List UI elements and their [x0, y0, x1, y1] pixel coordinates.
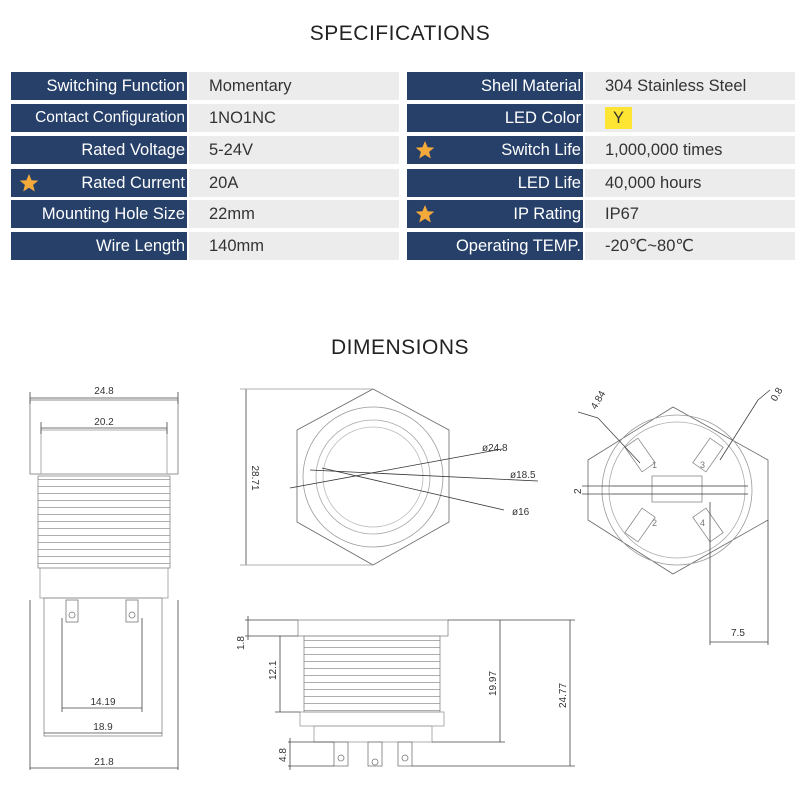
spec-label: LED Life	[407, 169, 583, 197]
dim-hex-height: 28.71	[249, 465, 260, 491]
rear-view-center-block	[652, 476, 702, 502]
spec-label: Mounting Hole Size	[11, 200, 187, 228]
profile-view-body	[314, 726, 432, 742]
dim-pin-width: 4.84	[589, 389, 609, 412]
front-view-outer-circle	[303, 407, 443, 547]
dim-ring-diameter: ø18.5	[510, 470, 536, 481]
profile-view-cap	[298, 620, 448, 636]
led-color-badge: Y	[605, 107, 632, 129]
spec-label: Switch Life	[407, 136, 583, 164]
spec-label: Wire Length	[11, 232, 187, 260]
dim-base-width: 21.8	[94, 757, 114, 768]
rear-view-pin	[625, 438, 658, 472]
pin-label: 4	[700, 518, 706, 528]
rear-view-hex	[588, 407, 768, 574]
dim-inner-width: 20.2	[94, 417, 114, 428]
dimensions-title: DIMENSIONS	[330, 336, 469, 359]
rear-view-pin	[625, 508, 658, 542]
spec-label: Rated Voltage	[11, 136, 187, 164]
spec-label: Contact Configuration	[11, 104, 187, 132]
dim-total-height: 24.77	[558, 682, 569, 708]
profile-view-terminal	[368, 742, 382, 766]
spec-value: 5-24V	[189, 136, 399, 164]
spec-value: 22mm	[189, 200, 399, 228]
front-view-hex	[297, 389, 449, 565]
side-view-terminal	[126, 600, 138, 622]
spec-label: Rated Current	[11, 169, 187, 197]
rear-view-drawing	[578, 390, 770, 645]
spec-label: LED Color	[407, 104, 583, 132]
pin-label: 2	[652, 518, 658, 528]
profile-view-nut	[300, 712, 444, 726]
front-view-drawing	[240, 389, 538, 565]
profile-view-drawing	[245, 616, 575, 770]
dim-outer-diameter: ø24.8	[482, 443, 508, 454]
dim-offset: 7.5	[731, 628, 745, 639]
spec-value: -20℃~80℃	[585, 232, 795, 260]
dim-terminal-height: 4.8	[278, 748, 289, 762]
spec-value: 304 Stainless Steel	[585, 72, 795, 100]
spec-label: Switching Function	[11, 72, 187, 100]
spec-value: 40,000 hours	[585, 169, 795, 197]
side-view-button	[41, 430, 167, 474]
pin-label: 1	[652, 460, 658, 470]
spec-label: Operating TEMP.	[407, 232, 583, 260]
dim-body-width: 18.9	[93, 722, 113, 733]
spec-value: 20A	[189, 169, 399, 197]
profile-view-thread	[304, 636, 440, 712]
spec-value: 1,000,000 times	[585, 136, 795, 164]
spec-value: Momentary	[189, 72, 399, 100]
side-view-cap	[30, 400, 178, 474]
side-view-terminal	[66, 600, 78, 622]
dim-pin-thickness: 0.8	[769, 385, 786, 404]
front-view-button	[323, 427, 423, 527]
spec-value: IP67	[585, 200, 795, 228]
dim-terminal-span: 14.19	[90, 697, 116, 708]
dim-thread-height: 12.1	[268, 660, 279, 680]
rear-view-pin	[693, 438, 723, 472]
side-view-thread	[38, 476, 170, 568]
side-view-drawing	[30, 392, 178, 770]
pin-label: 3	[700, 460, 706, 470]
side-view-nut	[40, 568, 168, 598]
front-view-ring	[316, 420, 430, 534]
rear-view-pin	[693, 508, 723, 542]
spec-label: IP Rating	[407, 200, 583, 228]
spec-value: 140mm	[189, 232, 399, 260]
dim-button-diameter: ø16	[512, 507, 530, 518]
dim-pin-gap: 2	[573, 488, 584, 494]
profile-view-terminal	[334, 742, 348, 766]
dim-cap-height: 1.8	[236, 636, 247, 650]
dim-body-height: 19.97	[488, 670, 499, 696]
specifications-title: SPECIFICATIONS	[309, 22, 491, 45]
spec-label: Shell Material	[407, 72, 583, 100]
profile-view-terminal	[398, 742, 412, 766]
spec-value: 1NO1NC	[189, 104, 399, 132]
dim-top-width: 24.8	[94, 386, 114, 397]
